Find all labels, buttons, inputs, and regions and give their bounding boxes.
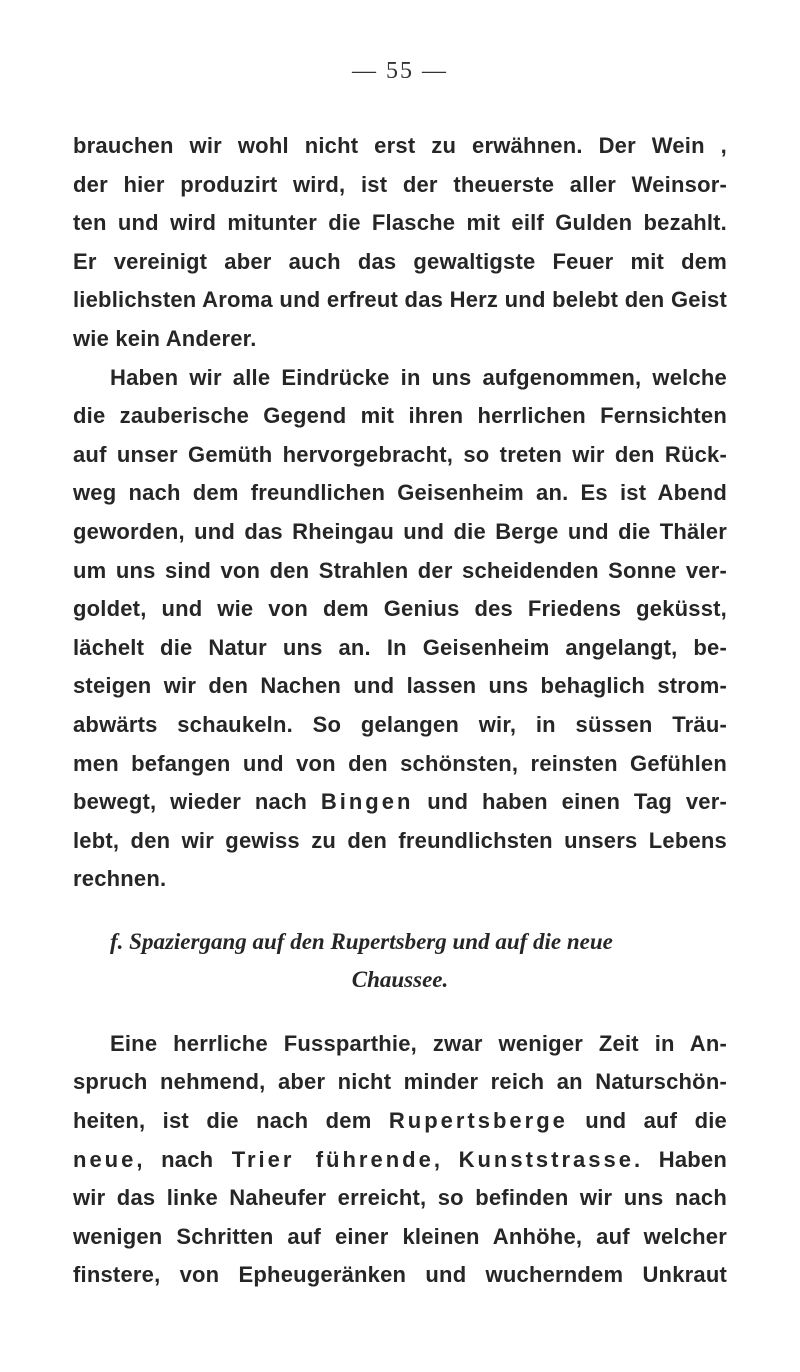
text-run: heiten, ist die nach dem (73, 1108, 389, 1134)
text-line: Er vereinigt aber auch das gewaltigste Feuer mit dem (73, 248, 727, 274)
text-line: spruch nehmend, aber nicht minder reich an Naturschön- (73, 1069, 727, 1095)
paragraph-3 (73, 1025, 727, 1295)
spaced-place-name: Rupertsberge (388, 1108, 568, 1134)
text-line: rechnen. (73, 866, 167, 892)
text-run: und auf die (567, 1108, 727, 1134)
section-heading (73, 923, 727, 999)
text-line: um uns sind von den Strahlen der scheidenden Sonne ver- (73, 557, 727, 583)
text-line: auf unser Gemüth hervorgebracht, so treten wir den Rück- (73, 441, 727, 467)
text-line: wenigen Schritten auf einer kleinen Anhöhe, auf welcher (73, 1223, 727, 1249)
text-line: goldet, und wie von dem Genius des Friedens geküsst, (73, 596, 727, 622)
text-line: wir das linke Naheufer erreicht, so befinden wir uns nach (73, 1185, 727, 1211)
text-run: bewegt, wieder nach (73, 789, 321, 815)
spaced-word: Trier führende (231, 1146, 434, 1172)
text-run: und haben einen Tag ver- (413, 789, 727, 815)
spacer (73, 899, 727, 923)
text-line: Eine herrliche Fussparthie, zwar weniger Zeit in An- (110, 1030, 727, 1056)
text-line: brauchen wir wohl nicht erst zu erwähnen. Der Wein , (73, 133, 727, 158)
text-line: lieblichsten Aroma und erfreut das Herz und belebt den Geist (73, 287, 727, 313)
text-line: finstere, von Epheugeränken und wucherndem Unkraut (73, 1262, 727, 1288)
text-run: , nach (136, 1146, 232, 1172)
text-line: wie kein Anderer. (73, 325, 257, 351)
text-line: lebt, den wir gewiss zu den freundlichsten unsers Lebens (73, 827, 727, 853)
spaced-word: neue (73, 1146, 137, 1172)
text-line: ten und wird mitunter die Flasche mit eilf Gulden bezahlt. (73, 210, 727, 236)
text-line (73, 783, 727, 822)
spaced-place-name: Bingen (320, 789, 414, 815)
text-line (73, 1102, 727, 1141)
text-line: der hier produzirt wird, ist der theuerste aller Weinsor- (73, 171, 727, 197)
text-line (73, 1141, 727, 1180)
text-line: steigen wir den Nachen und lassen uns behaglich strom- (73, 673, 727, 699)
text-line: lächelt die Natur uns an. In Geisenheim angelangt, be- (73, 634, 727, 660)
heading-line-2: Chaussee. (351, 966, 449, 992)
text-line: abwärts schaukeln. So gelangen wir, in süssen Träu- (73, 711, 727, 737)
body-text (73, 127, 727, 1295)
page-number: — 55 — (352, 58, 448, 84)
text-line: men befangen und von den schönsten, reinsten Gefühlen (73, 750, 727, 776)
text-line: Haben wir alle Eindrücke in uns aufgenommen, welche (110, 364, 727, 390)
paragraph-1 (73, 127, 727, 359)
text-run: . Haben (634, 1146, 728, 1172)
text-line: weg nach dem freundlichen Geisenheim an. Es ist Abend (73, 480, 727, 506)
text-line: geworden, und das Rheingau und die Berge und die Thäler (73, 518, 727, 544)
spacer (73, 999, 727, 1025)
text-line: die zauberische Gegend mit ihren herrlichen Fernsichten (73, 403, 727, 429)
spaced-word: Kunststrasse (458, 1146, 634, 1172)
paragraph-2 (73, 359, 727, 899)
heading-line-1: f. Spaziergang auf den Rupertsberg und auf die neue (110, 928, 613, 954)
text-run: , (433, 1146, 459, 1172)
